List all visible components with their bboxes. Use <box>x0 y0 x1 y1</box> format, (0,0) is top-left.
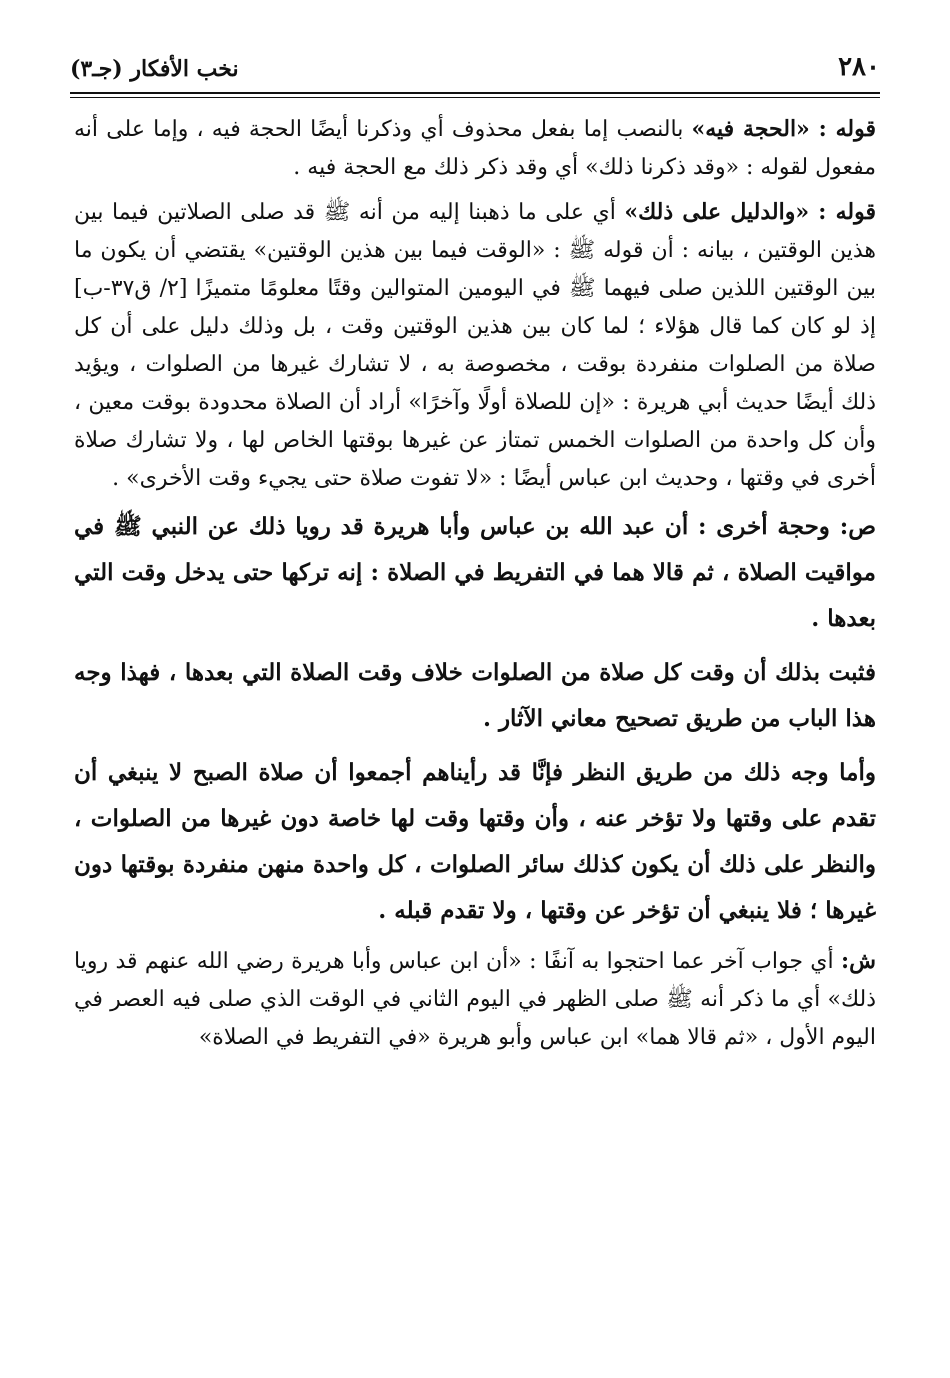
page-header <box>70 42 880 82</box>
commentary-paragraph <box>74 110 876 187</box>
commentary-paragraph <box>74 942 876 1057</box>
paragraph-lead: قوله : «والدليل على ذلك» <box>624 199 876 225</box>
page-number: ٢٨٠ <box>838 52 880 82</box>
main-text-paragraph <box>74 750 876 934</box>
header-rule <box>70 92 880 94</box>
paragraph-text: أي على ما ذهبنا إليه من أنه ﷺ قد صلى الصلاتين فيما بين هذين الوقتين ، بيانه : أن قوله ﷺ : «الوقت فيما بين هذين الوقتين» يقتضي أن يكون ما بين الوقتين اللذين صلى فيهما ﷺ في اليومين المتوالين وقتًا معلومًا متميزًا [٢/ ق٣٧-ب] إذ لو كان كما قال هؤلاء ؛ لما كان بين هذين الوقتين وقت ، بل وذلك دليل على أن كل صلاة من الصلوات منفردة بوقت ، مخصوصة به ، لا تشارك غيرها من الصلوات ، ويؤيد ذلك أيضًا حديث أبي هريرة : «إن للصلاة أولًا وآخرًا» أراد أن الصلاة محدودة بوقت معين ، وأن كل واحدة من الصلوات الخمس تمتاز عن غيرها بوقتها الخاص لها ، ولا تشارك صلاة أخرى في وقتها ، وحديث ابن عباس أيضًا : «لا تفوت صلاة حتى يجيء وقت الأخرى» . <box>74 200 876 491</box>
paragraph-lead: ص: <box>839 513 876 540</box>
main-text-paragraph <box>74 504 876 642</box>
header-rule-thin <box>70 97 880 98</box>
running-title: نخب الأفكار (جـ٣) <box>70 56 239 82</box>
page-body <box>74 110 876 1348</box>
paragraph-text: أي جواب آخر عما احتجوا به آنفًا : «أن ابن عباس وأبا هريرة رضي الله عنهم قد رويا ذلك» أي ما ذكر أنه ﷺ صلى الظهر في اليوم الثاني في الوقت الذي صلى فيه العصر في اليوم الأول ، «ثم قالا هما» ابن عباس وأبو هريرة «في التفريط في الصلاة» <box>74 949 876 1050</box>
paragraph-lead: ش: <box>841 948 876 974</box>
paragraph-text: فثبت بذلك أن وقت كل صلاة من الصلوات خلاف وقت الصلاة التي بعدها ، فهذا وجه هذا الباب من طريق تصحيح معاني الآثار . <box>74 659 876 732</box>
paragraph-text: بالنصب إما بفعل محذوف أي وذكرنا أيضًا الحجة فيه ، وإما على أنه مفعول لقوله : «وقد ذكرنا ذلك» أي وقد ذكر ذلك مع الحجة فيه . <box>74 117 876 180</box>
commentary-paragraph <box>74 193 876 498</box>
paragraph-lead: قوله : «الحجة فيه» <box>691 116 876 142</box>
paragraph-text: وحجة أخرى : أن عبد الله بن عباس وأبا هريرة قد رويا ذلك عن النبي ﷺ في مواقيت الصلاة ، ثم قالا هما في التفريط في الصلاة : إنه تركها حتى يدخل وقت التي بعدها . <box>74 513 876 632</box>
paragraph-text: وأما وجه ذلك من طريق النظر فإنَّا قد رأيناهم أجمعوا أن صلاة الصبح لا ينبغي أن تقدم على وقتها ولا تؤخر عنه ، وأن وقتها وقت لها خاصة دون غيرها من الصلوات ، والنظر على ذلك أن يكون كذلك سائر الصلوات ، كل واحدة منهن منفردة بوقتها دون غيرها ؛ فلا ينبغي أن تؤخر عن وقتها ، ولا تقدم قبله . <box>74 759 876 924</box>
main-text-paragraph <box>74 650 876 742</box>
